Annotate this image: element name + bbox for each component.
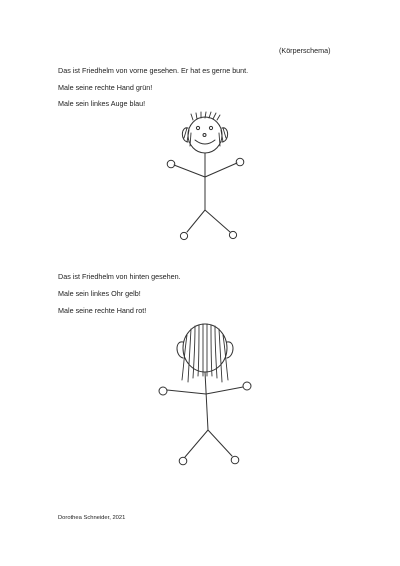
author-credit: Dorothea Schneider, 2021 — [58, 515, 126, 521]
back-hand-b — [243, 382, 251, 390]
back-body — [205, 372, 208, 430]
stick-figure-back — [155, 318, 255, 468]
back-hand-a — [159, 387, 167, 395]
front-foot-b — [229, 231, 236, 238]
front-nose — [203, 134, 206, 137]
back-leg-a — [185, 430, 208, 457]
back-foot-a — [179, 457, 187, 465]
back-right-ear — [227, 342, 233, 358]
front-task-right-hand: Male seine rechte Hand grün! — [58, 83, 153, 92]
back-leg-b — [208, 430, 232, 456]
back-intro-text: Das ist Friedhelm von hinten gesehen. — [58, 272, 181, 281]
back-arm-b — [206, 387, 243, 394]
stick-figure-front — [160, 108, 250, 248]
front-arm-b — [205, 163, 237, 177]
front-foot-a — [180, 232, 187, 239]
front-left-eye — [196, 126, 199, 129]
back-arm-a — [167, 390, 206, 394]
front-task-left-eye: Male sein linkes Auge blau! — [58, 99, 146, 108]
front-intro-text: Das ist Friedhelm von vorne gesehen. Er hat es gerne bunt. — [58, 66, 249, 75]
front-mouth — [195, 140, 215, 144]
worksheet-category: (Körperschema) — [279, 46, 331, 55]
back-foot-b — [231, 456, 239, 464]
front-leg-a — [187, 210, 205, 232]
back-task-right-hand: Male seine rechte Hand rot! — [58, 306, 147, 315]
front-hand-b — [236, 158, 244, 166]
back-left-ear — [177, 342, 183, 358]
front-leg-b — [205, 210, 230, 232]
front-right-eye — [209, 126, 212, 129]
front-arm-a — [174, 165, 205, 177]
front-hand-a — [167, 160, 175, 168]
back-task-left-ear: Male sein linkes Ohr gelb! — [58, 289, 141, 298]
front-head — [188, 117, 222, 153]
